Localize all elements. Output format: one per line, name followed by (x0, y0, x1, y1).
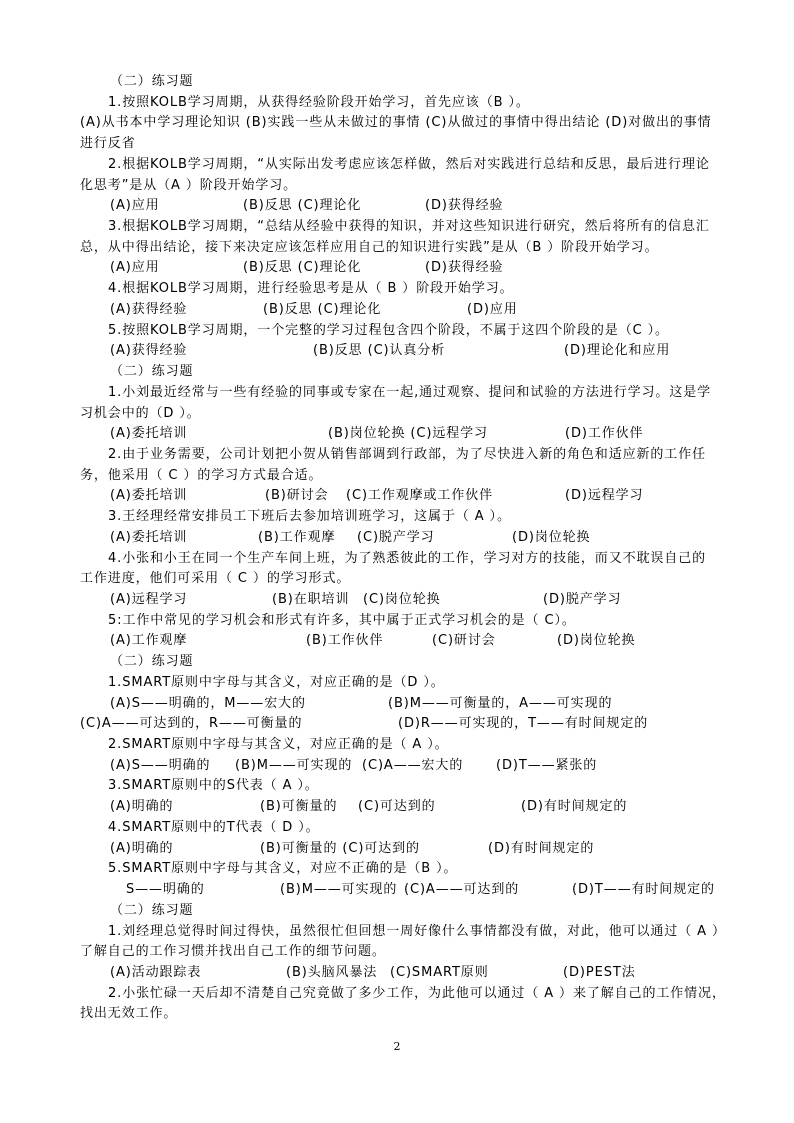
text-line: 2.小张忙碌一天后却不清楚自己究竟做了多少工作，为此他可以通过（ A ）来了解自己的工作情况， (108, 985, 726, 1001)
answer-option: (D)应用 (467, 301, 518, 317)
answer-option: (A)明确的 (110, 799, 174, 815)
answer-option: (B)研讨会 (265, 488, 329, 504)
text-line: 3.SMART原则中的S代表（ A ）。 (108, 778, 319, 794)
text-line: 4.根据KOLB学习周期，进行经验思考是从（ B ）阶段开始学习。 (108, 281, 514, 297)
answer-option: (D)R——可实现的，T——有时间规定的 (398, 716, 649, 732)
answer-option: (B)岗位轮换 (C)远程学习 (328, 426, 488, 442)
text-line: 5:工作中常见的学习机会和形式有许多，其中属于正式学习机会的是（ C）。 (108, 612, 576, 628)
text-line: （二）练习题 (110, 74, 194, 89)
answer-option: (B)在职培训 (272, 592, 350, 607)
answer-option: (A)应用 (110, 260, 160, 276)
answer-option: (D)T——紧张的 (496, 757, 598, 773)
answer-option: (A)委托培训 (110, 529, 188, 545)
answer-option: (C)脱产学习 (357, 529, 435, 545)
text-line: （二）练习题 (110, 364, 194, 380)
text-line: 5.按照KOLB学习周期，一个完整的学习过程包含四个阶段，不属于这四个阶段的是（C ）。 (108, 322, 669, 338)
answer-option: (B)M——可衡量的，A——可实现的 (388, 695, 613, 711)
text-line: 找出无效工作。 (80, 1006, 178, 1022)
answer-option: (C)A——宏大的 (362, 757, 464, 773)
answer-option: (D)有时间规定的 (488, 840, 595, 856)
answer-option: (A)明确的 (110, 840, 174, 856)
answer-option: (D)远程学习 (565, 488, 644, 504)
answer-option: (C)A——可达到的，R——可衡量的 (80, 716, 303, 732)
answer-option: (B)反思 (C)理论化 (243, 198, 362, 214)
answer-option: (B)工作伙伴 (306, 633, 384, 649)
answer-option: (B)工作观摩 (258, 529, 336, 545)
answer-option: (D)获得经验 (425, 260, 504, 276)
text-line: 1.按照KOLB学习周期，从获得经验阶段开始学习，首先应该（B ）。 (108, 94, 530, 110)
text-line: 4.SMART原则中的T代表（ D ）。 (108, 819, 320, 835)
text-line: 务，他采用（ C ）的学习方式最合适。 (80, 467, 323, 483)
answer-option: (D)脱产学习 (543, 592, 622, 607)
answer-option: (D)PEST法 (563, 964, 636, 980)
answer-option: (A)S——明确的，M——宏大的 (110, 695, 306, 711)
answer-option: (C)A——可达到的 (404, 882, 520, 898)
text-line: 2.根据KOLB学习周期，“从实际出发考虑应该怎样做，然后对实践进行总结和反思，最后进行理论 (108, 156, 710, 172)
text-line: 总，从中得出结论，接下来决定应该怎样应用自己的知识进行实践”是从（B ）阶段开始学习。 (80, 239, 659, 255)
answer-option: (D)有时间规定的 (521, 799, 628, 815)
text-line: 2.由于业务需要，公司计划把小贺从销售部调到行政部，为了尽快进入新的角色和适应新的工作任 (108, 446, 707, 462)
answer-option: (C)岗位轮换 (363, 592, 441, 607)
page-number: 2 (393, 1040, 401, 1053)
text-line: 1.SMART原则中字母与其含义，对应正确的是（D ）。 (108, 674, 445, 690)
text-line: 1.小刘最近经常与一些有经验的同事或专家在一起,通过观察、提问和试验的方法进行学习。这是学 (108, 384, 712, 400)
text-line: （二）练习题 (110, 902, 194, 918)
text-line: 工作进度，他们可采用（ C ）的学习形式。 (80, 571, 351, 587)
answer-option: (A)远程学习 (110, 592, 188, 607)
answer-option: (C)可达到的 (358, 799, 436, 815)
answer-option: (B)可衡量的 (260, 799, 338, 815)
answer-option: (B)反思 (C)认真分析 (313, 343, 446, 359)
text-line: 2.SMART原则中字母与其含义，对应正确的是（ A ）。 (108, 737, 449, 753)
answer-option: (B)头脑风暴法 (286, 964, 378, 980)
answer-option: (A)委托培训 (110, 488, 188, 504)
text-line: 3.根据KOLB学习周期，“总结从经验中获得的知识，并对这些知识进行研究，然后将所有的信息汇 (108, 219, 710, 235)
answer-option: (D)T——有时间规定的 (572, 882, 715, 898)
answer-option: (A)委托培训 (110, 426, 188, 442)
answer-option: (A)获得经验 (110, 301, 188, 317)
answer-option: (D)获得经验 (425, 198, 504, 214)
text-line: 1.刘经理总觉得时间过得快，虽然很忙但回想一周好像什么事情都没有做，对此，他可以通过（ A ） (108, 923, 726, 939)
answer-option: (D)岗位轮换 (512, 529, 591, 545)
answer-option: (B)M——可实现的 (280, 882, 398, 898)
answer-option: (A)活动跟踪表 (110, 964, 202, 980)
answer-option: (D)工作伙伴 (565, 426, 644, 442)
text-line: 4.小张和小王在同一个生产车间上班，为了熟悉彼此的工作，学习对方的技能，而又不耽误自己的 (108, 550, 707, 566)
answer-option: (A)工作观摩 (110, 633, 188, 649)
text-line: (A)从书本中学习理论知识 (B)实践一些从未做过的事情 (C)从做过的事情中得出结论 (D)对做出的事情 (80, 115, 712, 131)
answer-option: S——明确的 (126, 882, 205, 898)
text-line: 进行反省 (80, 136, 136, 152)
answer-option: (A)应用 (110, 198, 160, 214)
text-line: 3.王经理经常安排员工下班后去参加培训班学习，这属于（ A ）。 (108, 509, 511, 525)
answer-option: (B)M——可实现的 (235, 757, 353, 773)
text-line: 了解自己的工作习惯并找出自己工作的细节问题。 (80, 944, 386, 960)
answer-option: (B)反思 (C)理论化 (243, 260, 362, 276)
answer-option: (B)反思 (C)理论化 (263, 301, 382, 317)
answer-option: (D)岗位轮换 (557, 633, 636, 649)
answer-option: (C)工作观摩或工作伙伴 (346, 488, 494, 504)
answer-option: (A)获得经验 (110, 343, 188, 359)
answer-option: (C)研讨会 (432, 633, 496, 649)
answer-option: (B)可衡量的 (C)可达到的 (260, 840, 420, 856)
answer-option: (D)理论化和应用 (564, 343, 671, 359)
text-line: 5.SMART原则中字母与其含义，对应不正确的是（B ）。 (108, 861, 458, 877)
text-line: （二）练习题 (110, 654, 194, 670)
answer-option: (C)SMART原则 (390, 964, 489, 980)
answer-option: (A)S——明确的 (110, 757, 211, 773)
text-line: 习机会中的（D ）。 (80, 405, 201, 421)
text-line: 化思考”是从（A ）阶段开始学习。 (80, 177, 298, 193)
